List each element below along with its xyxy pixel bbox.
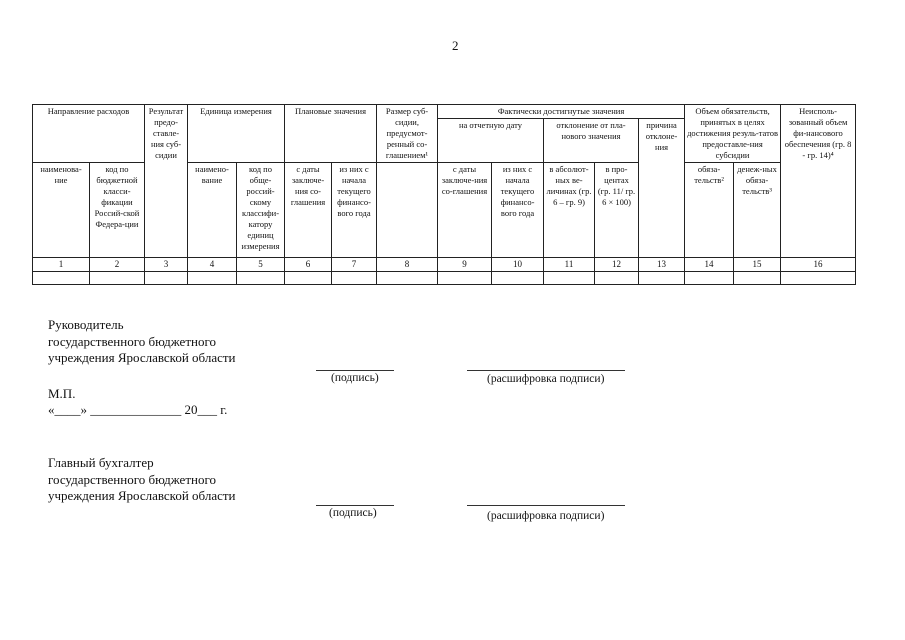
column-number: 9: [438, 258, 492, 272]
col-fact-from-date: с даты заключе-ния со-глашения: [438, 163, 492, 258]
page-number: 2: [452, 38, 459, 53]
header-report-date: на отчетную дату: [438, 119, 544, 163]
signature-line: [316, 370, 394, 371]
report-table: [32, 104, 856, 285]
col-fact-current-year: из них с начала текущего финансо-вого года: [492, 163, 544, 258]
stamp-placeholder: М.П.: [48, 386, 76, 401]
column-number: 4: [188, 258, 237, 272]
column-number: 3: [145, 258, 188, 272]
col-subsidy-empty: [377, 163, 438, 258]
header-obligations: Объем обязательств, принятых в целях достижения резуль-татов предоставле-ния субсидии: [685, 105, 781, 163]
head-title: Руководитель государственного бюджетного учреждения Ярославской области: [48, 317, 236, 365]
column-number: 16: [781, 258, 856, 272]
header-unused: Неисполь-зованный объем фи-нансового обеспечения (гр. 8 - гр. 14)⁴: [781, 105, 856, 258]
decoding-caption: (расшифровка подписи): [487, 373, 605, 385]
date-line: «____» ______________ 20___ г.: [48, 402, 228, 417]
signature-caption: (подпись): [331, 372, 379, 384]
column-number: 10: [492, 258, 544, 272]
col-money-obligations: денеж-ных обяза-тельств³: [734, 163, 781, 258]
decoding-caption: (расшифровка подписи): [487, 510, 605, 522]
col-plan-current-year: из них с начала текущего финансо-вого года: [332, 163, 377, 258]
column-number: 15: [734, 258, 781, 272]
column-number: 12: [595, 258, 639, 272]
signature-line: [316, 505, 394, 506]
empty-data-row: [33, 272, 856, 285]
header-deviation: отклонение от пла-нового значения: [544, 119, 639, 163]
decoding-line: [467, 370, 625, 371]
column-number: 14: [685, 258, 734, 272]
col-deviation-percent: в про-центах (гр. 11/ гр. 6 × 100): [595, 163, 639, 258]
column-number: 11: [544, 258, 595, 272]
column-number: 8: [377, 258, 438, 272]
col-okei-code: код по обще-россий-скому классифи-катору единиц измерения: [237, 163, 285, 258]
col-obligations: обяза-тельств²: [685, 163, 734, 258]
col-name: наименова-ние: [33, 163, 90, 258]
column-number: 5: [237, 258, 285, 272]
column-number: 13: [639, 258, 685, 272]
header-reason: причина отклоне-ния: [639, 119, 685, 258]
header-subsidy-size: Размер суб-сидии, предусмот-ренный со-глашением¹: [377, 105, 438, 163]
signature-caption: (подпись): [329, 507, 377, 519]
header-directions: Направление расходов: [33, 105, 145, 163]
col-unit-name: наимено-вание: [188, 163, 237, 258]
column-number: 6: [285, 258, 332, 272]
header-actual: Фактически достигнутые значения: [438, 105, 685, 119]
col-plan-from-date: с даты заключе-ния со-глашения: [285, 163, 332, 258]
decoding-line: [467, 505, 625, 506]
col-deviation-absolute: в абсолют-ных ве-личинах (гр. 6 – гр. 9): [544, 163, 595, 258]
header-result: Результат предо-ставле-ния суб-сидии: [145, 105, 188, 258]
column-number: 7: [332, 258, 377, 272]
accountant-title: Главный бухгалтер государственного бюджетного учреждения Ярославской области: [48, 455, 236, 503]
header-planned: Плановые значения: [285, 105, 377, 163]
column-number: 1: [33, 258, 90, 272]
column-number: 2: [90, 258, 145, 272]
col-budget-code: код по бюджетной класси-фикации Россий-ской Федера-ции: [90, 163, 145, 258]
header-unit: Единица измерения: [188, 105, 285, 163]
